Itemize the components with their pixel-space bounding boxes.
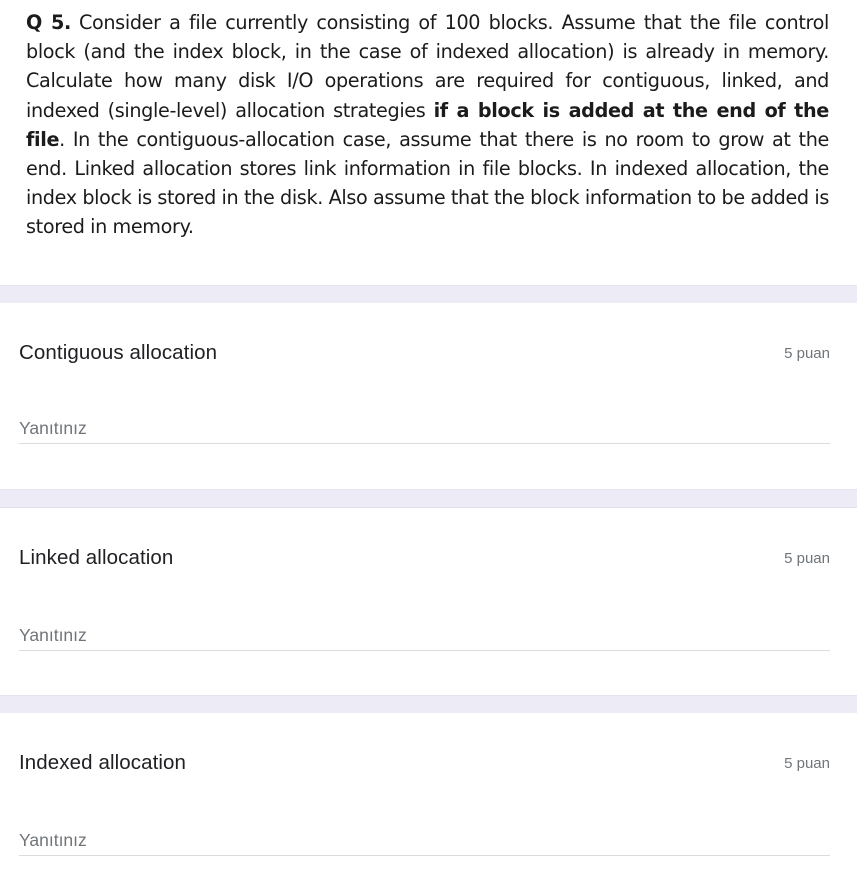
- question-image: [0, 0, 857, 286]
- answer-input-contiguous[interactable]: [19, 413, 830, 444]
- question-number: Q 5.: [26, 11, 71, 34]
- question-text: [26, 8, 829, 242]
- points-label: 5 puan: [784, 755, 830, 772]
- question-card-contiguous: [0, 303, 857, 489]
- points-label: 5 puan: [784, 550, 830, 567]
- points-label: 5 puan: [784, 345, 830, 362]
- question-text-after: . In the contiguous-allocation case, assume that there is no room to grow at the end. Linked allocation stores link information in file blocks. In indexed allocation, the index block is stored in the disk. Also assume that the block information to be added is stored in memory.: [26, 127, 829, 239]
- question-card-linked: [0, 508, 857, 695]
- question-title: Linked allocation: [19, 546, 174, 569]
- question-title: Contiguous allocation: [19, 341, 218, 364]
- question-title: Indexed allocation: [19, 751, 187, 774]
- question-text-before: Consider a file currently consisting of 100 blocks. Assume that the file control block (and the index block, in the case of indexed allocation) is already in memory. Calculate how many disk I/O operations are required for contiguous, linked, and indexed (single-level) allocation strategies: [26, 11, 829, 122]
- section-divider: [0, 695, 857, 714]
- answer-input-linked[interactable]: [19, 620, 830, 651]
- section-divider: [0, 489, 857, 508]
- answer-input-indexed[interactable]: [19, 825, 830, 856]
- question-card-indexed: [0, 713, 857, 887]
- section-divider: [0, 285, 857, 304]
- question-text-bold: if a block is added at the end of the file: [26, 98, 829, 151]
